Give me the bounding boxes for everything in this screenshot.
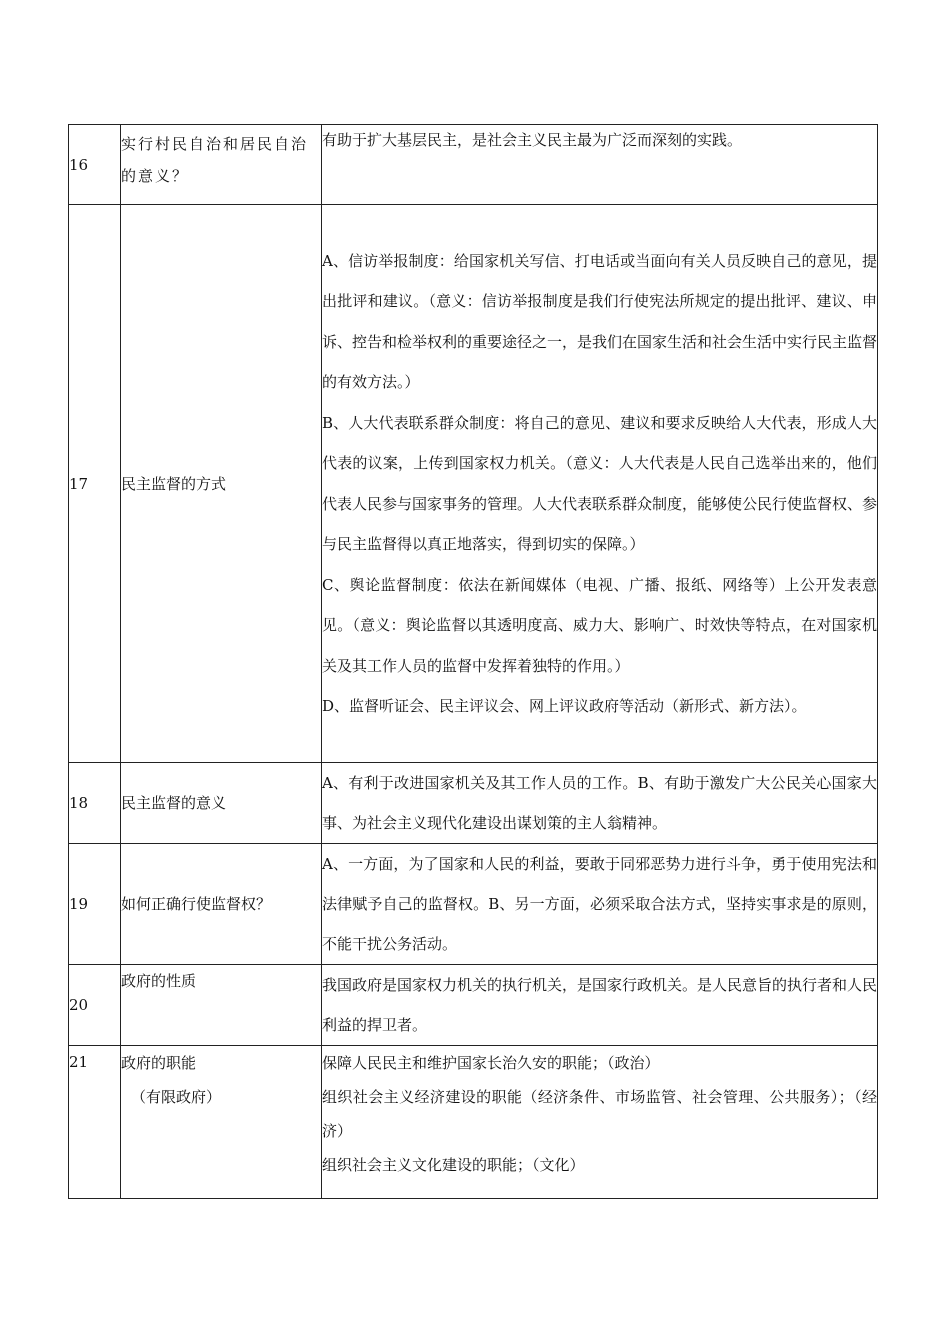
knowledge-table	[68, 124, 878, 1199]
answer-line: C、舆论监督制度：依法在新闻媒体（电视、广播、报纸、网络等）上公开发表意见。（意义：舆论监督以其透明度高、威力大、影响广、时效快等特点，在对国家机关及其工作人员的监督中发挥着独特的作用。）	[322, 575, 877, 675]
answer-line: 我国政府是国家权力机关的执行机关，是国家行政机关。是人民意旨的执行者和人民利益的捍卫者。	[322, 976, 878, 1034]
answer-line: 保障人民民主和维护国家长治久安的职能；（政治）	[322, 1054, 660, 1072]
question-text: 政府的职能	[121, 1054, 197, 1072]
answer-line: D、监督听证会、民主评议会、网上评议政府等活动（新形式、新方法）。	[322, 697, 807, 715]
answer-cell	[322, 763, 878, 844]
answer-line: 组织社会主义文化建设的职能；（文化）	[322, 1156, 585, 1174]
table-row	[69, 125, 878, 205]
answer-line: A、有利于改进国家机关及其工作人员的工作。B、有助于激发广大公民关心国家大事、为社会主义现代化建设出谋划策的主人翁精神。	[322, 774, 877, 832]
row-number: 20	[69, 965, 121, 1046]
question-cell	[121, 763, 322, 844]
row-number: 18	[69, 763, 121, 844]
question-cell	[121, 125, 322, 205]
question-text: 实行村民自治和居民自治的意义？	[121, 135, 309, 185]
question-subtext: （有限政府）	[131, 1088, 222, 1106]
question-cell	[121, 1046, 322, 1199]
answer-line: A、一方面，为了国家和人民的利益，要敢于同邪恶势力进行斗争，勇于使用宪法和法律赋予自己的监督权。B、另一方面，必须采取合法方式，坚持实事求是的原则，不能干扰公务活动。	[322, 855, 877, 953]
table-row	[69, 205, 878, 763]
table-row	[69, 844, 878, 965]
answer-cell	[322, 965, 878, 1046]
answer-line: 组织社会主义经济建设的职能（经济条件、市场监管、社会管理、公共服务）；（经济）	[322, 1088, 877, 1140]
answer-line: B、人大代表联系群众制度：将自己的意见、建议和要求反映给人大代表，形成人大代表的议案，上传到国家权力机关。（意义：人大代表是人民自己选举出来的，他们代表人民参与国家事务的管理。人大代表联系群众制度，能够使公民行使监督权、参与民主监督得以真正地落实，得到切实的保障。）	[322, 413, 878, 553]
row-number: 17	[69, 205, 121, 763]
question-cell	[121, 844, 322, 965]
row-number: 21	[69, 1046, 121, 1199]
answer-line: A、信访举报制度：给国家机关写信、打电话或当面向有关人员反映自己的意见，提出批评和建议。（意义：信访举报制度是我们行使宪法所规定的提出批评、建议、申诉、控告和检举权利的重要途径之一，是我们在国家生活和社会生活中实行民主监督的有效方法。）	[322, 251, 878, 391]
answer-cell	[322, 205, 878, 763]
question-cell	[121, 965, 322, 1046]
question-text: 民主监督的方式	[121, 474, 227, 493]
question-text: 民主监督的意义	[121, 794, 227, 812]
table-row	[69, 1046, 878, 1199]
answer-cell	[322, 844, 878, 965]
table-row	[69, 763, 878, 844]
question-text: 如何正确行使监督权？	[121, 895, 272, 913]
question-cell	[121, 205, 322, 763]
answer-line: 有助于扩大基层民主，是社会主义民主最为广泛而深刻的实践。	[322, 131, 743, 149]
answer-cell	[322, 125, 878, 205]
row-number: 16	[69, 125, 121, 205]
row-number: 19	[69, 844, 121, 965]
question-text: 政府的性质	[121, 972, 197, 990]
answer-cell	[322, 1046, 878, 1199]
table-row	[69, 965, 878, 1046]
